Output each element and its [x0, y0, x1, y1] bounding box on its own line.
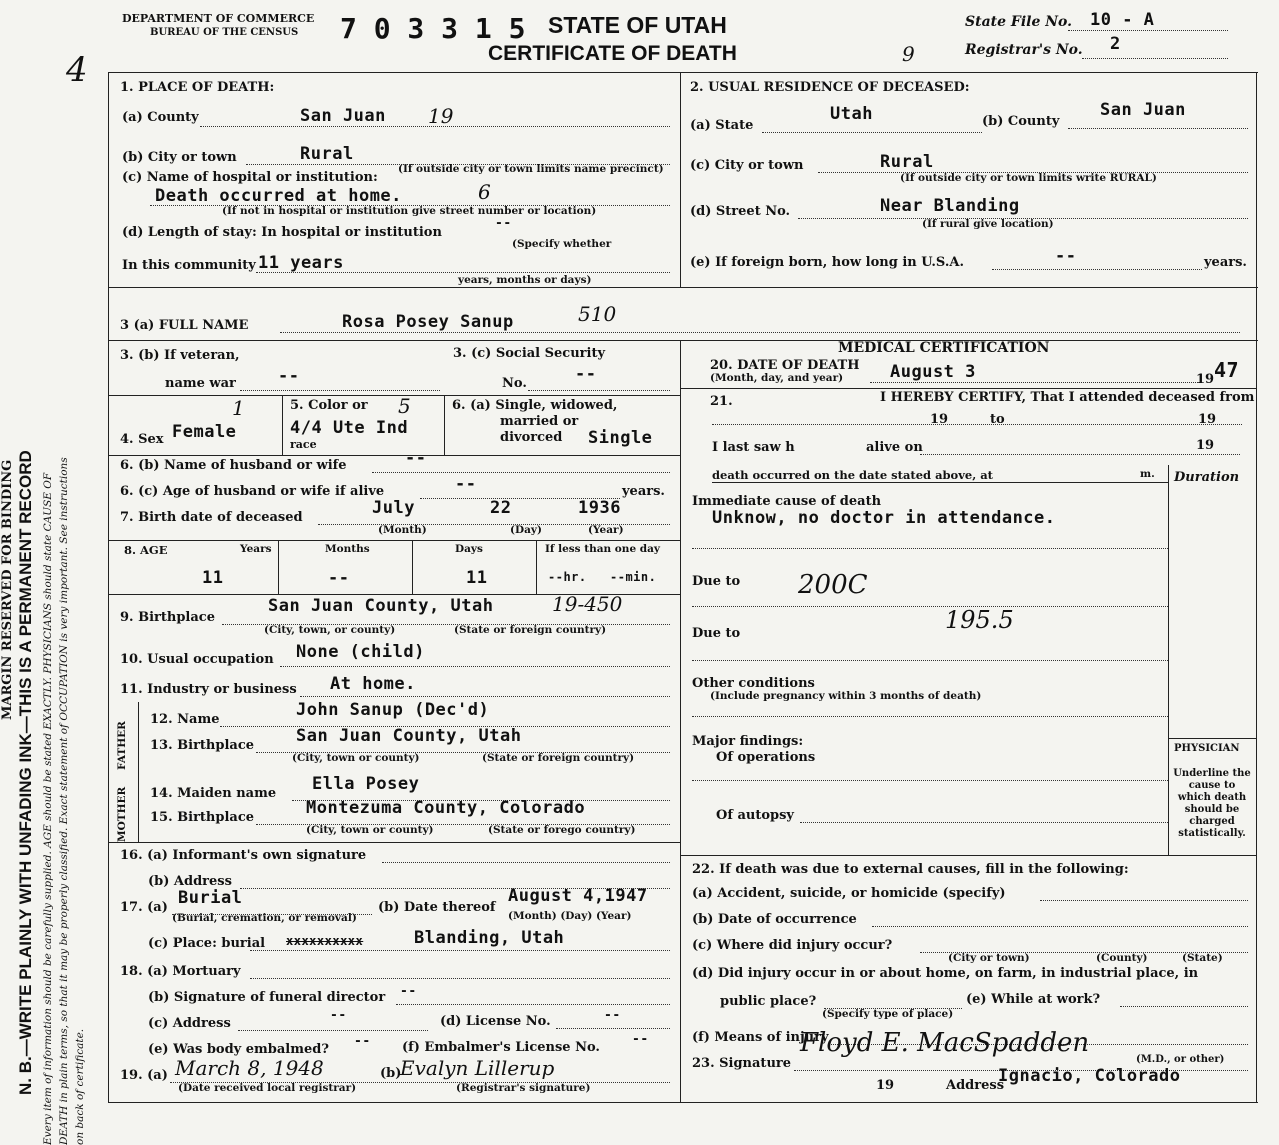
- res-foreign-label: (e) If foreign born, how long in U.S.A.: [690, 255, 964, 270]
- veteran-label: 3. (b) If veteran,: [120, 348, 240, 363]
- sex-label: 4. Sex: [120, 432, 164, 447]
- date-of-death-label: 20. DATE OF DEATH: [710, 358, 860, 373]
- informant-signature-label: 16. (a) Informant's own signature: [120, 848, 367, 863]
- external-d-note: (Specify type of place): [822, 1008, 954, 1020]
- birthplace-note-2: (State or foreign country): [454, 624, 607, 636]
- spouse-value: --: [405, 448, 427, 468]
- physician-label: PHYSICIAN: [1174, 743, 1240, 754]
- other-conditions-note: (Include pregnancy within 3 months of death): [710, 690, 982, 702]
- full-name-value: Rosa Posey Sanup: [342, 312, 514, 332]
- industry-label: 11. Industry or business: [120, 682, 297, 697]
- margin-instructions-3: on back of certificate.: [74, 1028, 86, 1145]
- res-city-label: (c) City or town: [690, 158, 804, 173]
- corner-mark: 4: [66, 50, 88, 90]
- mother-name-label: 14. Maiden name: [150, 786, 277, 801]
- spouse-label: 6. (b) Name of husband or wife: [120, 458, 347, 473]
- hospital-value: Death occurred at home.: [155, 186, 402, 206]
- address2-label: (c) Address: [148, 1016, 231, 1031]
- m-label: m.: [1140, 468, 1155, 480]
- res-foreign-unit: years.: [1204, 255, 1247, 270]
- margin-nb-text: N. B.—WRITE PLAINLY WITH UNFADING INK—THIS IS A PERMANENT RECORD: [16, 450, 35, 1095]
- county-code: 19: [428, 104, 454, 128]
- burial-note: (Burial, cremation, or removal): [172, 912, 357, 924]
- age-minutes-value: --min.: [610, 570, 657, 584]
- city-value: Rural: [300, 144, 354, 164]
- mortuary-label: 18. (a) Mortuary: [120, 964, 241, 979]
- external-heading: 22. If death was due to external causes, fill in the following:: [692, 862, 1129, 877]
- external-e-label: (e) While at work?: [966, 992, 1101, 1007]
- father-birthplace-label: 13. Birthplace: [150, 738, 255, 753]
- signature-address-value: Ignacio, Colorado: [998, 1066, 1181, 1086]
- marital-label-2: married or: [500, 414, 579, 429]
- father-birthplace-value: San Juan County, Utah: [296, 726, 522, 746]
- certify-text: I HEREBY CERTIFY, That I attended deceased from: [880, 390, 1255, 405]
- mother-birthplace-label: 15. Birthplace: [150, 810, 255, 825]
- community-value: 11 years: [258, 253, 344, 273]
- registrar-number-label: Registrar's No.: [965, 42, 1083, 58]
- due-to-1-label: Due to: [692, 574, 741, 589]
- residence-heading: 2. USUAL RESIDENCE OF DECEASED:: [690, 80, 970, 95]
- res-city-note: (If outside city or town limits write RURAL): [900, 172, 1157, 184]
- father-tag: FATHER: [116, 721, 128, 770]
- margin-instructions-1: Every item of information should be carefully supplied. AGE should be stated EXACTLY. PHYSICIANS should state CAUSE OF: [42, 472, 54, 1145]
- date-of-death-value: August 3: [890, 362, 976, 382]
- external-c-note-3: (State): [1182, 952, 1223, 964]
- age-hours-value: --hr.: [548, 570, 587, 584]
- due-to-2-code: 195.5: [945, 606, 1014, 634]
- community-label: In this community: [122, 258, 256, 273]
- age-months-value: --: [328, 568, 350, 588]
- burial-date-label: (b) Date thereof: [378, 900, 496, 915]
- registrar-number-value: 2: [1110, 34, 1121, 54]
- handwritten-nine: 9: [902, 42, 915, 66]
- veteran-sub: name war: [165, 376, 236, 391]
- mother-note-1: (City, town or county): [306, 824, 434, 836]
- received-date-handwritten: March 8, 1948: [175, 1056, 324, 1080]
- operations-label: Of operations: [716, 750, 816, 765]
- embalmed-value: --: [354, 1034, 371, 1049]
- age-days-value: 11: [466, 568, 488, 588]
- res-county-value: San Juan: [1100, 100, 1186, 120]
- due-to-2-label: Due to: [692, 626, 741, 641]
- informant-address-label: (b) Address: [148, 874, 232, 889]
- last-saw-label: I last saw h: [712, 440, 795, 455]
- color-value: 4/4 Ute Ind: [290, 418, 409, 438]
- underline-note: Underline the cause to which death should be charged statistically.: [1173, 768, 1251, 839]
- external-c-note-1: (City or town): [948, 952, 1030, 964]
- address2-value: --: [330, 1008, 347, 1023]
- color-sub: race: [290, 438, 317, 451]
- external-d-label: (d) Did injury occur in or about home, on farm, in industrial place, in: [692, 966, 1199, 981]
- margin-instructions-2: DEATH in plain terms, so that it may be properly classified. Exact statement of OCCUPATION is very important. See instructions: [58, 457, 70, 1145]
- res-state-label: (a) State: [690, 118, 754, 133]
- signature-address-label: Address: [946, 1078, 1005, 1093]
- mother-birthplace-value: Montezuma County, Colorado: [306, 798, 586, 818]
- date-of-death-note: (Month, day, and year): [710, 372, 844, 384]
- age-label: 8. AGE: [124, 543, 168, 557]
- mother-name-value: Ella Posey: [312, 774, 420, 794]
- birthplace-code: 19-450: [552, 592, 623, 616]
- full-name-code: 510: [578, 302, 617, 326]
- certificate-title: CERTIFICATE OF DEATH: [488, 42, 737, 65]
- birth-date-label: 7. Birth date of deceased: [120, 510, 303, 525]
- external-a-label: (a) Accident, suicide, or homicide (specify): [692, 886, 1006, 901]
- veteran-value: --: [278, 366, 300, 386]
- age-years-label: Years: [240, 543, 272, 555]
- res-city-value: Rural: [880, 152, 934, 172]
- hospital-label: (c) Name of hospital or institution:: [122, 170, 378, 185]
- sex-value: Female: [172, 422, 237, 442]
- birthplace-note-1: (City, town, or county): [264, 624, 396, 636]
- birth-year: 1936: [578, 498, 621, 518]
- burial-label: 17. (a): [120, 900, 168, 915]
- birth-day: 22: [490, 498, 512, 518]
- stay-value: --: [495, 216, 512, 231]
- alive-on-label: alive on: [866, 440, 923, 455]
- marital-label: 6. (a) Single, widowed,: [452, 398, 618, 413]
- state-file-value: 10 - A: [1090, 10, 1155, 30]
- signature-date-19: 19: [876, 1078, 895, 1093]
- father-note-2: (State or foreign country): [482, 752, 635, 764]
- mother-note-2: (State or forego country): [488, 824, 636, 836]
- color-label: 5. Color or: [290, 398, 368, 413]
- res-state-value: Utah: [830, 104, 873, 124]
- certify-19-a: 19: [930, 412, 949, 427]
- hospital-note-2: (If not in hospital or institution give street number or location): [222, 205, 597, 217]
- occupation-value: None (child): [296, 642, 425, 662]
- duration-label: Duration: [1174, 470, 1240, 485]
- certify-19-b: 19: [1198, 412, 1217, 427]
- res-street-note: (If rural give location): [922, 218, 1054, 230]
- dept-label: DEPARTMENT OF COMMERCE: [122, 12, 315, 25]
- age-less-label: If less than one day: [545, 543, 661, 555]
- due-to-1-code: 200C: [798, 570, 868, 600]
- external-c-note-2: (County): [1096, 952, 1148, 964]
- signature-label: 23. Signature: [692, 1056, 792, 1071]
- received-label: 19. (a): [120, 1068, 168, 1083]
- hospital-note: (If outside city or town limits name precinct): [398, 163, 664, 175]
- embalmer-value: --: [632, 1032, 649, 1047]
- birthplace-label: 9. Birthplace: [120, 610, 215, 625]
- state-heading: STATE OF UTAH: [548, 12, 727, 38]
- received-note: (Date received local registrar): [178, 1082, 357, 1094]
- director-label: (b) Signature of funeral director: [148, 990, 386, 1005]
- father-note-1: (City, town or county): [292, 752, 420, 764]
- mother-tag: MOTHER: [116, 786, 128, 842]
- major-findings-label: Major findings:: [692, 734, 804, 749]
- marital-value: Single: [588, 428, 653, 448]
- embalmed-label: (e) Was body embalmed?: [148, 1042, 329, 1057]
- signature-other: (M.D., or other): [1136, 1054, 1225, 1065]
- registrar-sig-label: (b): [380, 1066, 402, 1081]
- res-street-label: (d) Street No.: [690, 204, 791, 219]
- external-c-label: (c) Where did injury occur?: [692, 938, 893, 953]
- community-note: years, months or days): [458, 274, 592, 286]
- medical-heading: MEDICAL CERTIFICATION: [838, 340, 1050, 356]
- date-of-death-year: 47: [1214, 358, 1240, 382]
- ss-sub: No.: [502, 376, 527, 391]
- binding-margin: [0, 160, 108, 1145]
- registrar-note: (Registrar's signature): [456, 1082, 591, 1094]
- city-label: (b) City or town: [122, 150, 237, 165]
- date-of-death-year-prefix: 19: [1196, 372, 1215, 387]
- occupation-label: 10. Usual occupation: [120, 652, 274, 667]
- ss-label: 3. (c) Social Security: [453, 346, 606, 361]
- external-d-label-2: public place?: [720, 994, 817, 1009]
- autopsy-label: Of autopsy: [716, 808, 794, 823]
- age-months-label: Months: [325, 543, 370, 555]
- spouse-age-unit: years.: [622, 484, 665, 499]
- immediate-cause-value: Unknow, no doctor in attendance.: [712, 508, 1056, 528]
- birth-month: July: [372, 498, 415, 518]
- spouse-age-label: 6. (c) Age of husband or wife if alive: [120, 484, 385, 499]
- burial-place-value: Blanding, Utah: [414, 928, 565, 948]
- burial-place-strike: xxxxxxxxxx: [286, 934, 364, 948]
- age-years-value: 11: [202, 568, 224, 588]
- marital-label-3: divorced: [500, 430, 563, 445]
- father-name-label: 12. Name: [150, 712, 220, 727]
- color-code: 5: [398, 394, 411, 418]
- state-file-label: State File No.: [965, 14, 1073, 30]
- certify-to: to: [990, 412, 1005, 427]
- spouse-age-value: --: [455, 474, 477, 494]
- other-conditions-label: Other conditions: [692, 676, 815, 691]
- stay-label: (d) Length of stay: In hospital or institution: [122, 225, 442, 240]
- res-county-label: (b) County: [982, 114, 1060, 129]
- birth-day-note: (Day): [510, 524, 542, 536]
- industry-value: At home.: [330, 674, 416, 694]
- physician-signature: Floyd E. MacSpadden: [800, 1028, 1090, 1058]
- license-label: (d) License No.: [440, 1014, 551, 1029]
- res-street-value: Near Blanding: [880, 196, 1020, 216]
- margin-reserved-text: MARGIN RESERVED FOR BINDING: [0, 459, 15, 720]
- county-value: San Juan: [300, 106, 386, 126]
- father-name-value: John Sanup (Dec'd): [296, 700, 490, 720]
- alive-on-19: 19: [1196, 438, 1215, 453]
- external-f-label: (f) Means of injury: [692, 1030, 829, 1045]
- burial-value: Burial: [178, 888, 243, 908]
- sex-code: 1: [232, 396, 245, 420]
- certify-number: 21.: [710, 394, 733, 409]
- burial-date-note: (Month) (Day) (Year): [508, 910, 632, 922]
- certificate-number: 7 0 3 3 1 5: [340, 12, 526, 45]
- embalmer-label: (f) Embalmer's License No.: [402, 1040, 600, 1055]
- director-value: --: [400, 984, 417, 999]
- birth-year-note: (Year): [588, 524, 624, 536]
- occurred-label: death occurred on the date stated above, at: [712, 468, 993, 482]
- bureau-label: BUREAU OF THE CENSUS: [150, 27, 299, 38]
- registrar-signature: Evalyn Lillerup: [400, 1056, 555, 1080]
- license-value: --: [604, 1008, 621, 1023]
- full-name-label: 3 (a) FULL NAME: [120, 318, 249, 333]
- place-of-death-heading: 1. PLACE OF DEATH:: [120, 80, 275, 95]
- external-b-label: (b) Date of occurrence: [692, 912, 857, 927]
- birthplace-value: San Juan County, Utah: [268, 596, 494, 616]
- ss-value: --: [575, 364, 597, 384]
- hospital-code: 6: [478, 180, 491, 204]
- burial-place-label: (c) Place: burial: [148, 936, 266, 951]
- birth-month-note: (Month): [378, 524, 427, 536]
- stay-note: (Specify whether: [512, 238, 612, 250]
- age-days-label: Days: [455, 543, 483, 555]
- burial-date-value: August 4,1947: [508, 886, 648, 906]
- county-label: (a) County: [122, 110, 199, 125]
- res-foreign-value: --: [1055, 246, 1077, 266]
- immediate-cause-label: Immediate cause of death: [692, 494, 882, 509]
